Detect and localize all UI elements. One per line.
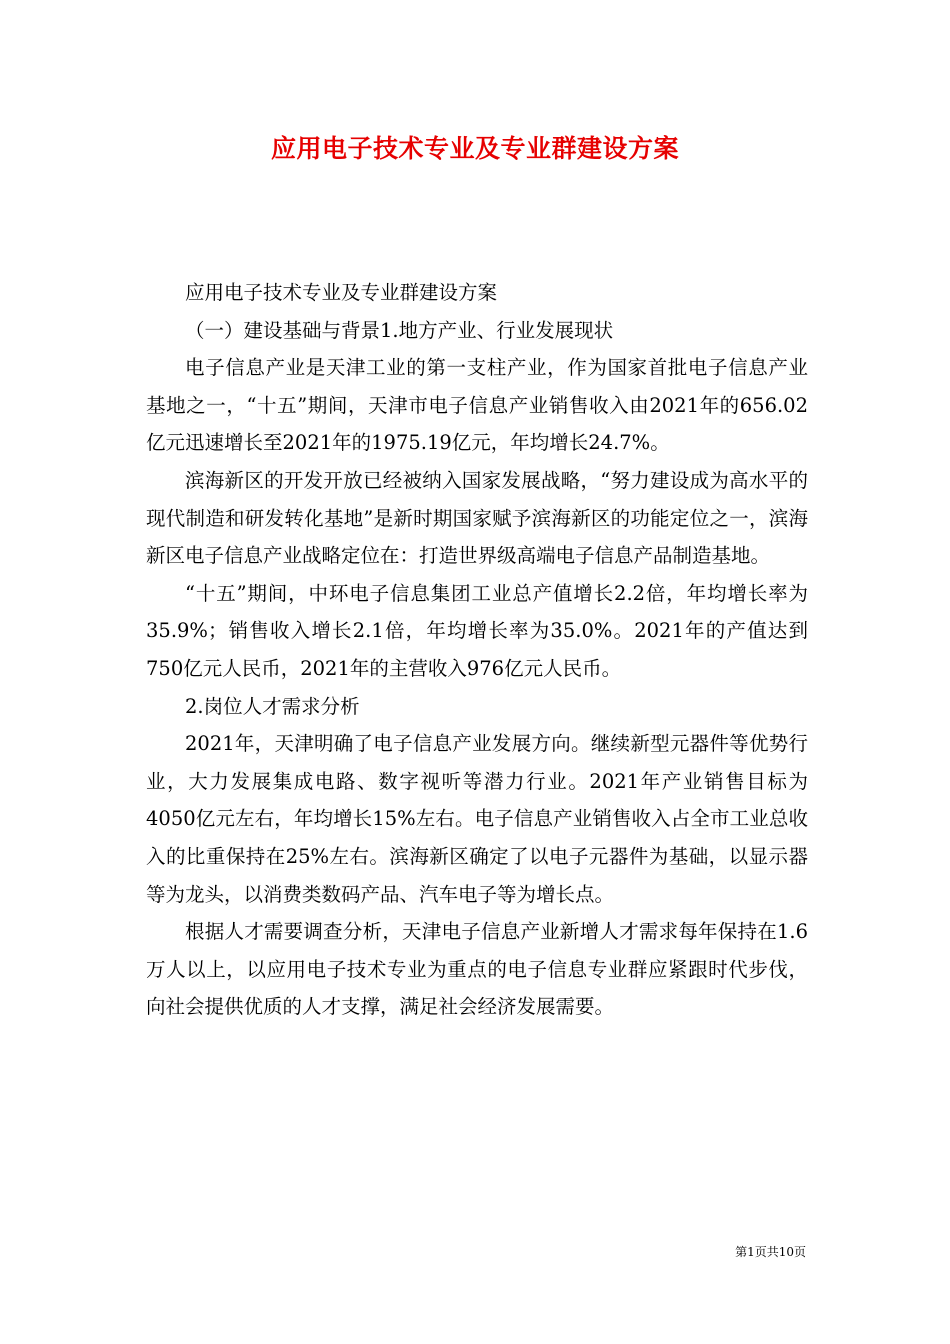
paragraph-heading: 应用电子技术专业及专业群建设方案 xyxy=(185,281,498,304)
paragraph: 电子信息产业是天津工业的第一支柱产业，作为国家首批电子信息产业基地之一，“十五”期间，天津市电子信息产业销售收入由2021年的656.02亿元迅速增长至2021年的1975.19亿元，年均增长24.7%。 xyxy=(146,356,808,455)
paragraph: 根据人才需要调查分析，天津电子信息产业新增人才需求每年保持在1.6万人以上，以应用电子技术专业为重点的电子信息专业群应紧跟时代步伐，向社会提供优质的人才支撑，满足社会经济发展需要。 xyxy=(146,920,808,1019)
paragraph: 2021年，天津明确了电子信息产业发展方向。继续新型元器件等优势行业，大力发展集成电路、数字视听等潜力行业。2021年产业销售目标为4050亿元左右，年均增长15%左右。电子信息产业销售收入占全市工业总收入的比重保持在25%左右。滨海新区确定了以电子元器件为基础，以显示器等为龙头，以消费类数码产品、汽车电子等为增长点。 xyxy=(146,732,808,906)
paragraph-subheading: 2.岗位人才需求分析 xyxy=(185,694,360,718)
document-body xyxy=(146,274,808,1026)
paragraph: 滨海新区的开发开放已经被纳入国家发展战略，“努力建设成为高水平的现代制造和研发转化基地”是新时期国家赋予滨海新区的功能定位之一，滨海新区电子信息产业战略定位在：打造世界级高端电子信息产品制造基地。 xyxy=(146,468,808,568)
paragraph: “十五”期间，中环电子信息集团工业总产值增长2.2倍，年均增长率为35.9%；销售收入增长2.1倍，年均增长率为35.0%。2021年的产值达到750亿元人民币，2021年的主营收入976亿元人民币。 xyxy=(146,581,808,680)
page-number: 第1页共10页 xyxy=(735,1245,806,1259)
document-title: 应用电子技术专业及专业群建设方案 xyxy=(270,134,679,163)
paragraph-section-heading: （一）建设基础与背景1.地方产业、行业发展现状 xyxy=(185,318,614,342)
